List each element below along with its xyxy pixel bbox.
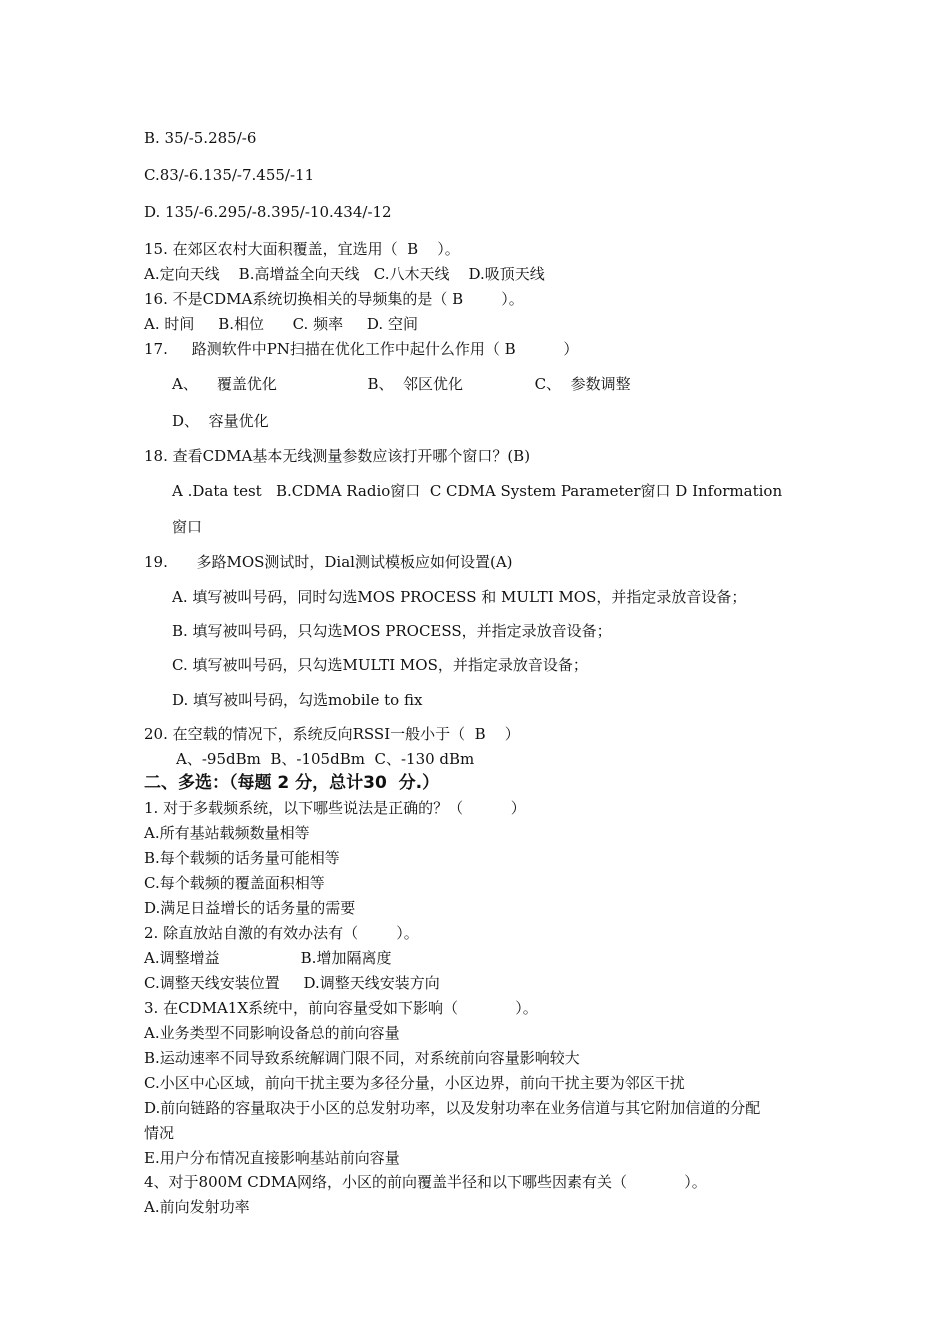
mq2-options-ab: A.调整增益 B.增加隔离度 — [144, 949, 392, 967]
section-heading-multi-choice: 二、多选：（每题 2 分，总计30 分.） — [144, 773, 440, 793]
mq3-option-b: B.运动速率不同导致系统解调门限不同，对系统前向容量影响较大 — [144, 1049, 580, 1067]
mq3-option-e: E.用户分布情况直接影响基站前向容量 — [144, 1149, 400, 1167]
mq3-option-d: D.前向链路的容量取决于小区的总发射功率，以及发射功率在业务信道与其它附加信道的分配 — [144, 1099, 761, 1117]
mq3-option-a: A.业务类型不同影响设备总的前向容量 — [144, 1024, 400, 1042]
mq3-option-c: C.小区中心区域，前向干扰主要为多径分量，小区边界，前向干扰主要为邻区干扰 — [144, 1074, 685, 1092]
q15-text: 15. 在郊区农村大面积覆盖，宜选用（ B ）。 — [144, 240, 460, 258]
q16-text: 16. 不是CDMA系统切换相关的导频集的是（ B ）。 — [144, 290, 524, 308]
q17-text: 17. 路测软件中PN扫描在优化工作中起什么作用（ B ） — [144, 340, 579, 358]
mq1-option-a: A.所有基站载频数量相等 — [144, 824, 310, 842]
q18-text: 18. 查看CDMA基本无线测量参数应该打开哪个窗口？(B) — [144, 447, 531, 465]
mq1-option-d: D.满足日益增长的话务量的需要 — [144, 899, 356, 917]
mq4-text: 4、对于800M CDMA网络，小区的前向覆盖半径和以下哪些因素有关（ ）。 — [144, 1173, 707, 1191]
q14-option-c: C.83/-6.135/-7.455/-11 — [144, 166, 315, 184]
mq3-option-d-cont: 情况 — [144, 1124, 175, 1142]
q20-text: 20. 在空载的情况下，系统反向RSSI一般小于（ B ） — [144, 725, 520, 743]
q19-option-b: B. 填写被叫号码，只勾选MOS PROCESS，并指定录放音设备； — [172, 622, 612, 640]
q19-text: 19. 多路MOS测试时，Dial测试模板应如何设置(A) — [144, 553, 513, 571]
q20-options: A、-95dBm B、-105dBm C、-130 dBm — [176, 750, 475, 768]
mq1-option-c: C.每个载频的覆盖面积相等 — [144, 874, 325, 892]
mq2-options-cd: C.调整天线安装位置 D.调整天线安装方向 — [144, 974, 440, 992]
mq3-text: 3. 在CDMA1X系统中，前向容量受如下影响（ ）。 — [144, 999, 538, 1017]
q17-options-abc: A、 覆盖优化 B、 邻区优化 C、 参数调整 — [172, 375, 631, 393]
q18-options: A .Data test B.CDMA Radio窗口 C CDMA System Parameter窗口 D Information — [172, 482, 783, 500]
q19-option-a: A. 填写被叫号码，同时勾选MOS PROCESS 和 MULTI MOS，并指定录放音设备； — [172, 588, 747, 606]
mq2-text: 2. 除直放站自激的有效办法有（ ）。 — [144, 924, 419, 942]
q15-options: A.定向天线 B.高增益全向天线 C.八木天线 D.吸顶天线 — [144, 265, 545, 283]
q16-options: A. 时间 B.相位 C. 频率 D. 空间 — [144, 315, 418, 333]
mq1-text: 1. 对于多载频系统，以下哪些说法是正确的？（ ） — [144, 799, 526, 817]
q19-option-d: D. 填写被叫号码，勾选mobile to fix — [172, 691, 423, 709]
q14-option-d: D. 135/-6.295/-8.395/-10.434/-12 — [144, 203, 392, 221]
mq4-option-a: A.前向发射功率 — [144, 1198, 250, 1216]
q17-option-d: D、 容量优化 — [172, 412, 269, 430]
q14-option-b: B. 35/-5.285/-6 — [144, 129, 257, 147]
q19-option-c: C. 填写被叫号码，只勾选MULTI MOS，并指定录放音设备； — [172, 656, 588, 674]
q18-options-cont: 窗口 — [172, 518, 203, 536]
mq1-option-b: B.每个载频的话务量可能相等 — [144, 849, 340, 867]
